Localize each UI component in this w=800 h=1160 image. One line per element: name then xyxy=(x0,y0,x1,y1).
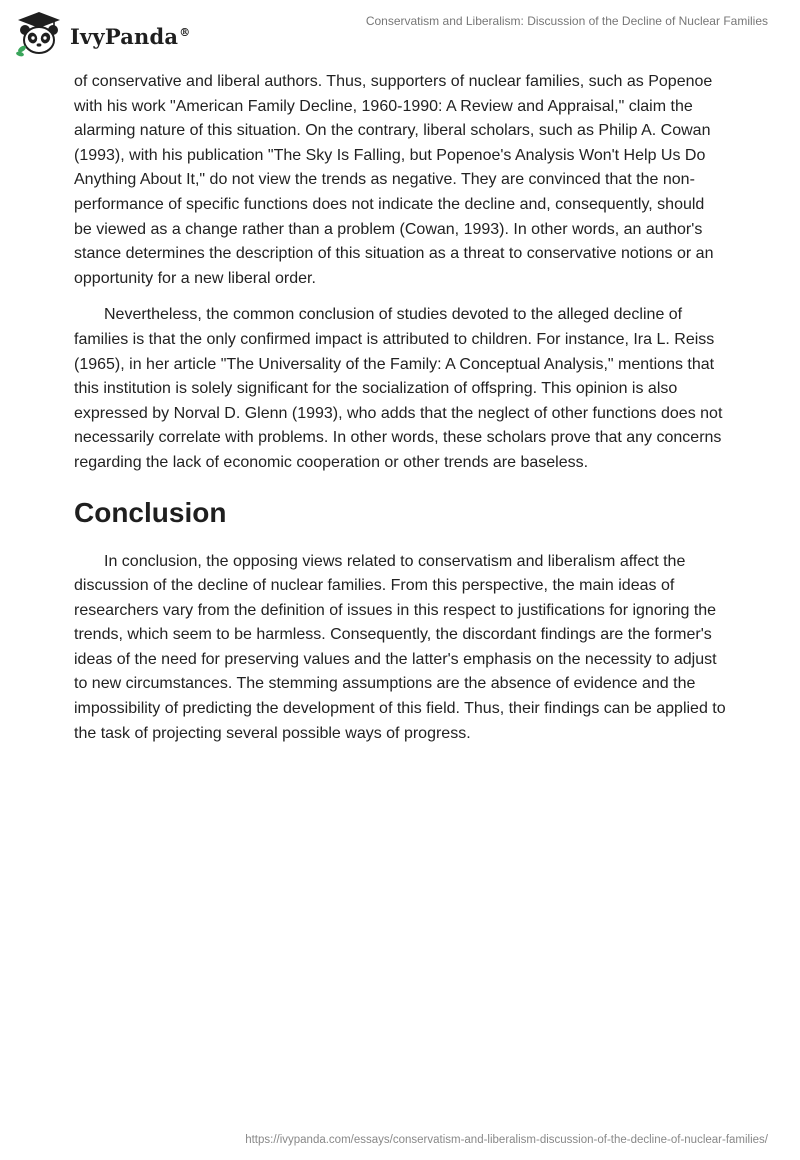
body-paragraph: Nevertheless, the common conclusion of studies devoted to the alleged decline of families is that the only confirmed impact is attributed to children. For instance, Ira L. Reiss (1965), in her article "The Universality of the Family: A Conceptual Analysis," mentions that this institution is solely significant for the socialization of offspring. This opinion is also expressed by Norval D. Glenn (1993), who adds that the neglect of other functions does not necessarily correlate with problems. In other words, these scholars prove that any concerns regarding the lack of economic cooperation or other trends are baseless. xyxy=(74,306,723,471)
panda-graduate-icon xyxy=(14,9,64,59)
conclusion-heading: Conclusion xyxy=(74,496,227,528)
running-title: Conservatism and Liberalism: Discussion of the Decline of Nuclear Families xyxy=(365,14,768,28)
source-url[interactable]: https://ivypanda.com/essays/conservatism-and-liberalism-discussion-of-the-decline-of-nuclear-families/ xyxy=(245,1134,768,1146)
ivypanda-logo[interactable] xyxy=(14,8,214,60)
brand-name: IvyPanda® xyxy=(70,23,191,49)
conclusion-paragraph: In conclusion, the opposing views related to conservatism and liberalism affect the discussion of the decline of nuclear families. From this perspective, the main ideas of researchers vary from the definition of issues in this respect to justifications for ignoring the trends, which seem to be harmless. Consequently, the discordant findings are the former's ideas of the need for preserving values and the latter's emphasis on the necessity to adjust to new circumstances. The stemming assumptions are the absence of evidence and the impossibility of predicting the development of this field. Thus, their findings can be applied to the task of projecting several possible ways of progress. xyxy=(74,552,726,742)
page-header xyxy=(0,0,800,70)
body-paragraph: of conservative and liberal authors. Thus, supporters of nuclear families, such as Popenoe with his work "American Family Decline, 1960-1990: A Review and Appraisal," claim the alarming nature of this situation. On the contrary, liberal scholars, such as Philip A. Cowan (1993), with his publication "The Sky Is Falling, but Popenoe's Analysis Won't Help Us Do Anything About It," do not view the trends as negative. They are convinced that the non-performance of specific functions does not indicate the decline and, consequently, should be viewed as a change rather than a problem (Cowan, 1993). In other words, an author's stance determines the description of this situation as a threat to conservative notions or an opportunity for a new liberal order. xyxy=(74,73,714,287)
registered-mark: ® xyxy=(179,25,191,39)
essay-body xyxy=(74,70,726,746)
